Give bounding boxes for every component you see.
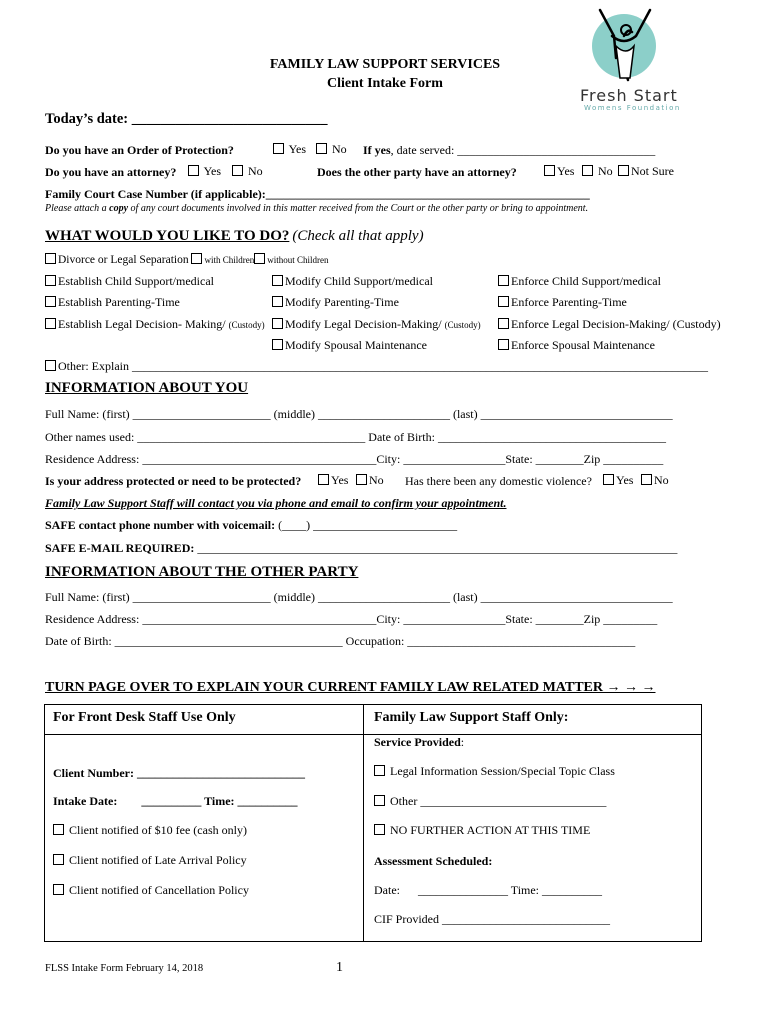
checkbox[interactable] — [53, 854, 64, 865]
violence-yes[interactable]: Yes — [603, 473, 633, 488]
page-number: 1 — [336, 960, 343, 975]
section-about-you: INFORMATION ABOUT YOU — [45, 380, 249, 396]
safe-phone-field[interactable]: SAFE contact phone number with voicemail: (____) ________________________ — [45, 518, 458, 532]
order-yes[interactable]: Yes — [273, 142, 306, 157]
other-dob-occupation[interactable]: Date of Birth: ______________________________________ Occupation: ______________________________________ — [45, 634, 636, 648]
checkbox[interactable] — [374, 824, 385, 835]
checkbox[interactable] — [53, 884, 64, 895]
section-other-party: INFORMATION ABOUT THE OTHER PARTY — [45, 564, 359, 580]
checkbox[interactable] — [498, 275, 509, 286]
cif-provided-field[interactable]: CIF Provided ____________________________ — [374, 912, 611, 926]
fee-notified[interactable]: Client notified of $10 fee (cash only) — [53, 823, 247, 838]
checkbox[interactable] — [641, 474, 652, 485]
checkbox[interactable] — [188, 165, 199, 176]
checkbox[interactable] — [273, 143, 284, 154]
checkbox[interactable] — [498, 296, 509, 307]
protected-no[interactable]: No — [356, 473, 384, 488]
checkbox[interactable] — [498, 339, 509, 350]
footer-form-id: FLSS Intake Form February 14, 2018 — [45, 963, 204, 974]
intake-date-field[interactable]: Intake Date: __________ Time: __________ — [53, 794, 298, 808]
attorney-yes[interactable]: Yes — [188, 164, 221, 179]
checkbox[interactable] — [498, 318, 509, 329]
legal-info-session[interactable]: Legal Information Session/Special Topic Class — [374, 764, 615, 779]
checkbox[interactable] — [618, 165, 629, 176]
other-attorney-not-sure[interactable]: Not Sure — [618, 164, 674, 179]
checkbox[interactable] — [272, 318, 283, 329]
checkbox[interactable] — [45, 296, 56, 307]
checkbox[interactable] — [45, 318, 56, 329]
other-attorney-yes[interactable]: Yes — [544, 164, 574, 179]
your-full-name[interactable]: Full Name: (first) _______________________ (middle) ______________________ (last) ________________________________ — [45, 407, 673, 421]
other-explain[interactable]: Other: Explain ________________________________________________________________________________________________ — [45, 359, 708, 374]
late-arrival-notified[interactable]: Client notified of Late Arrival Policy — [53, 853, 247, 868]
enforce-legal-decision[interactable]: Enforce Legal Decision-Making/ (Custody) — [498, 317, 721, 332]
checkbox[interactable] — [191, 253, 202, 264]
service-provided-label: Service Provided: — [374, 735, 465, 749]
protected-question: Is your address protected or need to be protected? — [45, 474, 302, 488]
todays-date-field[interactable]: Today’s date: ___________________________ — [45, 111, 328, 127]
front-desk-title: For Front Desk Staff Use Only — [53, 710, 236, 725]
checkbox[interactable] — [272, 275, 283, 286]
order-date-served[interactable]: If yes, date served: _________________________________ — [363, 143, 656, 157]
checkbox[interactable] — [232, 165, 243, 176]
cancellation-notified[interactable]: Client notified of Cancellation Policy — [53, 883, 249, 898]
case-number-field[interactable]: Family Court Case Number (if applicable):______________________________________________________ — [45, 187, 590, 201]
modify-legal-decision[interactable]: Modify Legal Decision-Making/ (Custody) — [272, 317, 481, 332]
safe-email-field[interactable]: SAFE E-MAIL REQUIRED: ________________________________________________________________________________ — [45, 541, 678, 555]
enforce-parenting-time[interactable]: Enforce Parenting-Time — [498, 295, 627, 310]
no-further-action[interactable]: NO FURTHER ACTION AT THIS TIME — [374, 823, 590, 838]
section-what-to-do: WHAT WOULD YOU LIKE TO DO? (Check all that apply) — [45, 228, 424, 244]
modify-child-support[interactable]: Modify Child Support/medical — [272, 274, 433, 289]
violence-no[interactable]: No — [641, 473, 669, 488]
logo-figure-icon — [590, 6, 662, 86]
turn-page-note: TURN PAGE OVER TO EXPLAIN YOUR CURRENT FAMILY LAW RELATED MATTER → → → — [45, 680, 656, 695]
your-other-names-dob[interactable]: Other names used: ______________________________________ Date of Birth: ______________________________________ — [45, 430, 666, 444]
modify-parenting-time[interactable]: Modify Parenting-Time — [272, 295, 399, 310]
other-attorney-question: Does the other party have an attorney? — [317, 165, 517, 179]
checkbox[interactable] — [318, 474, 329, 485]
modify-spousal-maintenance[interactable]: Modify Spousal Maintenance — [272, 338, 427, 353]
enforce-child-support[interactable]: Enforce Child Support/medical — [498, 274, 661, 289]
checkbox[interactable] — [254, 253, 265, 264]
checkbox[interactable] — [374, 765, 385, 776]
other-attorney-no[interactable]: No — [582, 164, 613, 179]
establish-child-support[interactable]: Establish Child Support/medical — [45, 274, 214, 289]
assessment-date-field[interactable]: Date: _______________ Time: __________ — [374, 883, 603, 897]
staff-only-title: Family Law Support Staff Only: — [374, 710, 569, 725]
staff-use-table — [44, 704, 702, 942]
order-question: Do you have an Order of Protection? — [45, 143, 234, 157]
checkbox[interactable] — [45, 275, 56, 286]
checkbox[interactable] — [53, 824, 64, 835]
other-residence[interactable]: Residence Address: _______________________________________City: _________________State: ________Zip _________ — [45, 612, 658, 626]
client-number-field[interactable]: Client Number: ____________________________ — [53, 766, 305, 780]
form-title: FAMILY LAW SUPPORT SERVICES — [269, 57, 501, 72]
attach-note: Please attach a copy of any court documents involved in this matter received from the Court or the other party or bring to appointment. — [45, 203, 589, 214]
logo-subtitle: Womens Foundation — [584, 104, 681, 112]
assessment-scheduled-label: Assessment Scheduled: — [374, 854, 493, 868]
checkbox[interactable] — [544, 165, 555, 176]
checkbox[interactable] — [272, 339, 283, 350]
logo-name: Fresh Start — [580, 86, 678, 105]
checkbox[interactable] — [316, 143, 327, 154]
establish-legal-decision[interactable]: Establish Legal Decision- Making/ (Custody) — [45, 317, 265, 332]
violence-question: Has there been any domestic violence? — [405, 474, 592, 488]
checkbox[interactable] — [45, 253, 56, 264]
divorce-option[interactable]: Divorce or Legal Separation with Children without Children — [45, 253, 328, 266]
other-service[interactable]: Other _______________________________ — [374, 794, 606, 809]
checkbox[interactable] — [45, 360, 56, 371]
enforce-spousal-maintenance[interactable]: Enforce Spousal Maintenance — [498, 338, 655, 353]
attorney-question: Do you have an attorney? — [45, 165, 177, 179]
checkbox[interactable] — [582, 165, 593, 176]
checkbox[interactable] — [603, 474, 614, 485]
other-full-name[interactable]: Full Name: (first) _______________________ (middle) ______________________ (last) ________________________________ — [45, 590, 673, 604]
checkbox[interactable] — [356, 474, 367, 485]
protected-yes[interactable]: Yes — [318, 473, 348, 488]
contact-note: Family Law Support Staff will contact you via phone and email to confirm your appointment. — [45, 496, 507, 510]
order-no[interactable]: No — [316, 142, 347, 157]
attorney-no[interactable]: No — [232, 164, 263, 179]
form-subtitle: Client Intake Form — [327, 76, 443, 91]
establish-parenting-time[interactable]: Establish Parenting-Time — [45, 295, 180, 310]
checkbox[interactable] — [272, 296, 283, 307]
your-residence[interactable]: Residence Address: _______________________________________City: _________________State: ________Zip __________ — [45, 452, 664, 466]
checkbox[interactable] — [374, 795, 385, 806]
